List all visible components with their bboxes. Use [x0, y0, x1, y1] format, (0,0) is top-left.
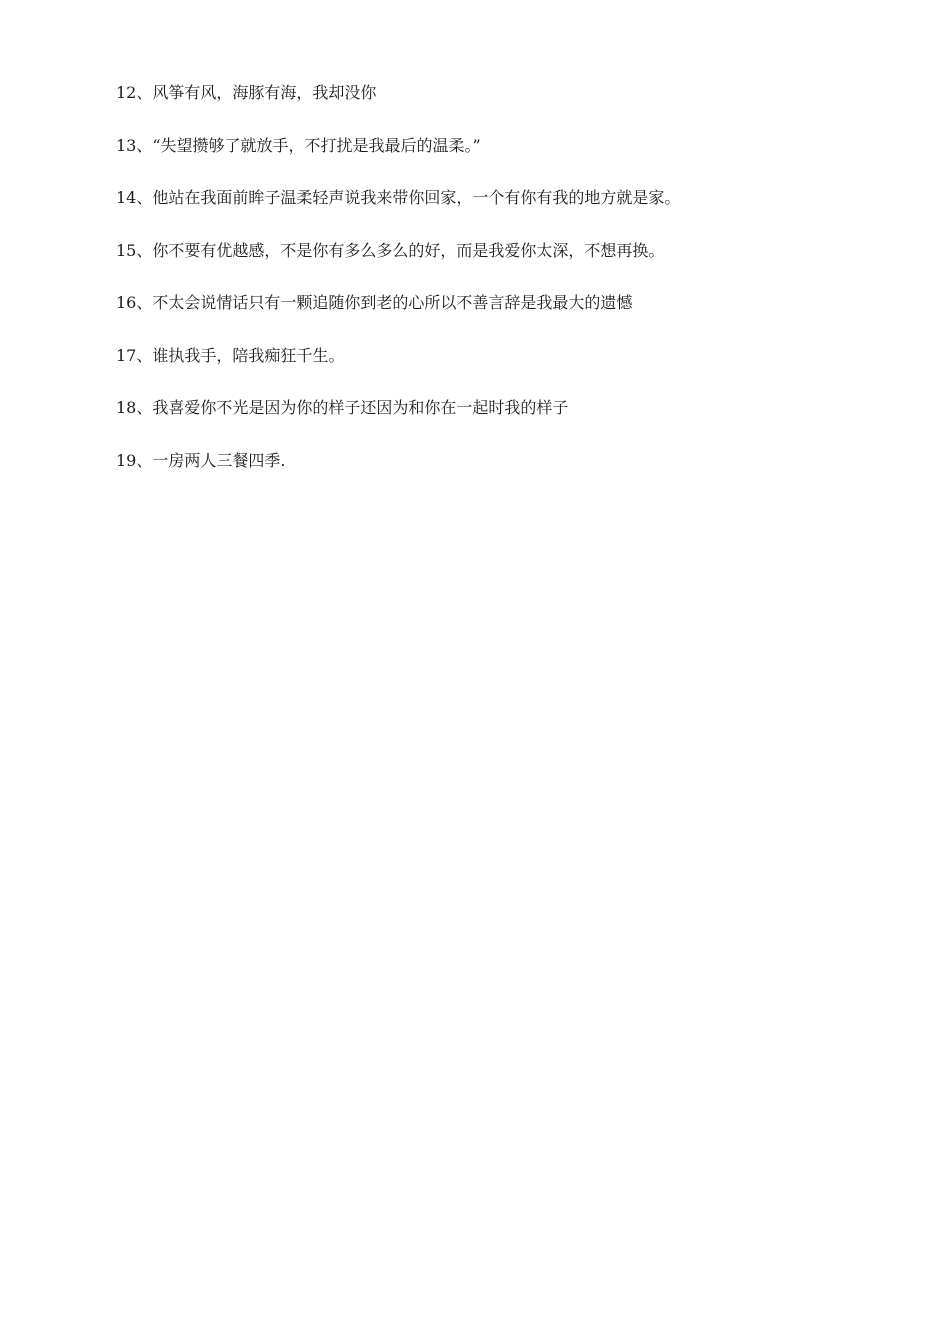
list-item: 17、谁执我手，陪我痴狂千生。	[116, 345, 345, 365]
list-item: 19、一房两人三餐四季.	[116, 450, 286, 470]
list-item: 12、风筝有风，海豚有海，我却没你	[116, 83, 377, 102]
list-item: 13、“失望攒够了就放手，不打扰是我最后的温柔。”	[116, 135, 481, 155]
text-lines	[116, 79, 896, 499]
list-item: 14、他站在我面前眸子温柔轻声说我来带你回家，一个有你有我的地方就是家。	[116, 188, 681, 207]
list-item: 15、你不要有优越感，不是你有多么多么的好，而是我爱你太深，不想再换。	[116, 240, 665, 260]
list-item: 16、不太会说情话只有一颗追随你到老的心所以不善言辞是我最大的遗憾	[116, 293, 633, 312]
list-item: 18、我喜爱你不光是因为你的样子还因为和你在一起时我的样子	[116, 398, 569, 417]
